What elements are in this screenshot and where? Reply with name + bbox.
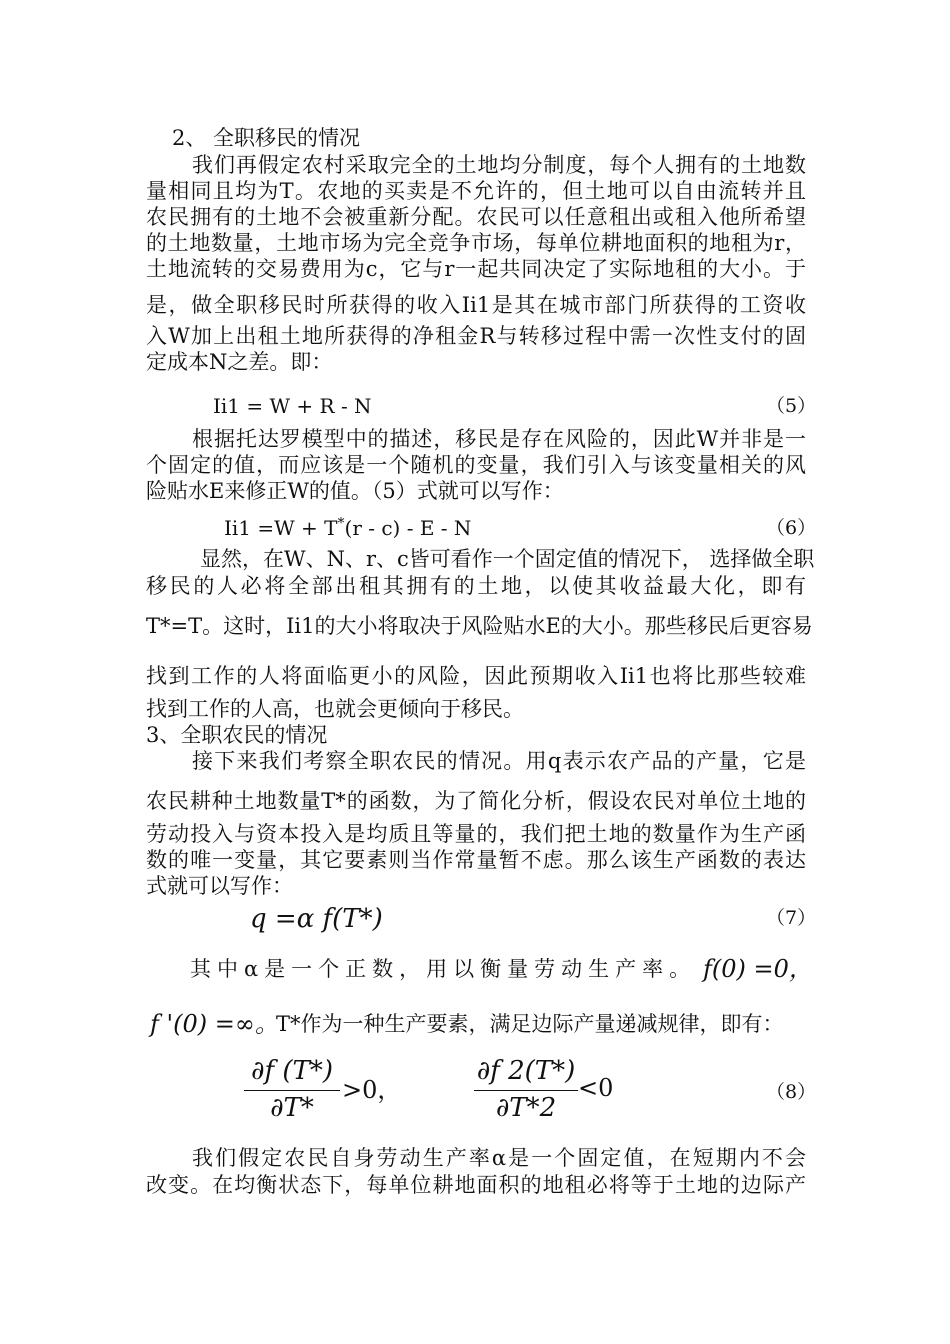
paragraph-line: 土地流转的交易费用为c，它与r一起共同决定了实际地租的大小。于	[146, 257, 806, 281]
inline-formula: f(0) =0，	[703, 955, 813, 983]
equation-8-left-fraction	[244, 1056, 340, 1123]
equation-8-right-fraction	[474, 1056, 578, 1123]
paragraph-line: 险贴水E来修正W的值。（5）式就可以写作：	[146, 479, 564, 503]
equation-8-number: （8）	[766, 1081, 817, 1103]
equation-6	[224, 514, 471, 542]
paragraph-line: 找到工作的人高，也就会更倾向于移民。	[146, 697, 524, 721]
equation-7: q =α f(T*)	[250, 904, 383, 934]
paragraph-line: 定成本N之差。即：	[146, 350, 333, 374]
section-heading-2: 2、 全职移民的情况	[172, 126, 361, 150]
paragraph-line: 我们再假定农村采取完全的土地均分制度，每个人拥有的土地数	[192, 153, 806, 177]
paragraph-line: 改变。在均衡状态下，每单位耕地面积的地租必将等于土地的边际产	[146, 1173, 806, 1197]
paragraph-line: 农民拥有的土地不会被重新分配。农民可以任意租出或租入他所希望	[146, 205, 806, 229]
paragraph-line: T*作为一种生产要素，满足边际产量递减规律，即有：	[276, 1012, 784, 1036]
equation-5: Ii1 = W + R - N	[213, 394, 372, 418]
paragraph-line: 入W加上出租土地所获得的净租金R与转移过程中需一次性支付的固	[146, 324, 806, 348]
paragraph-line: 接下来我们考察全职农民的情况。用q表示农产品的产量，它是	[192, 749, 806, 773]
paragraph-line: 显然，在W、N、r、c皆可看作一个固定值的情况下， 选择做全职	[200, 547, 815, 571]
paragraph-line: 量相同且均为T。农地的买卖是不允许的，但土地可以自由流转并且	[146, 179, 806, 203]
equation-5-number: （5）	[766, 395, 817, 417]
paragraph-line: 式就可以写作：	[146, 874, 293, 898]
fraction-bar	[244, 1090, 340, 1091]
paragraph-line: 的土地数量，土地市场为完全竞争市场，每单位耕地面积的地租为r，	[146, 231, 806, 255]
equation-8-left-numerator: ∂f (T*)	[251, 1056, 333, 1086]
paragraph-line: 我们假定农民自身劳动生产率α是一个固定值，在短期内不会	[192, 1146, 806, 1170]
inline-formula: f '(0) =∞。	[150, 1010, 279, 1038]
paragraph-line: 移民的人必将全部出租其拥有的土地，以使其收益最大化，即有	[146, 574, 806, 598]
fraction-bar	[474, 1090, 578, 1091]
paragraph-line: 其中α是一个正数，用以衡量劳动生产率。	[190, 957, 697, 981]
equation-8-left-denominator: ∂T*	[270, 1093, 314, 1123]
equation-6-part-a: Ii1 =W + T	[224, 516, 338, 540]
paragraph-line: 根据托达罗模型中的描述，移民是存在风险的，因此W并非是一	[192, 427, 806, 451]
equation-6-superscript: *	[337, 515, 345, 532]
paragraph-line: 农民耕种土地数量T*的函数，为了简化分析，假设农民对单位土地的	[146, 789, 806, 813]
paragraph-line: 个固定的值，而应该是一个随机的变量，我们引入与该变量相关的风	[146, 453, 806, 477]
paragraph-line: 找到工作的人将面临更小的风险，因此预期收入Ii1也将比那些较难	[146, 664, 806, 688]
paragraph-line: 数的唯一变量，其它要素则当作常量暂不虑。那么该生产函数的表达	[146, 848, 806, 872]
equation-8-right-relation: <0	[578, 1074, 614, 1102]
paragraph-line: 是，做全职移民时所获得的收入Ii1是其在城市部门所获得的工资收	[146, 293, 806, 317]
equation-8-right-numerator: ∂f 2(T*)	[476, 1056, 576, 1086]
section-heading-3: 3、全职农民的情况	[146, 723, 328, 747]
equation-6-part-b: (r - c) - E - N	[344, 516, 472, 540]
paragraph-line: T*=T。这时，Ii1的大小将取决于风险贴水E的大小。那些移民后更容易	[146, 614, 813, 638]
equation-7-number: （7）	[766, 907, 817, 929]
paragraph-line: 劳动投入与资本投入是均质且等量的，我们把土地的数量作为生产函	[146, 822, 806, 846]
equation-8-right-denominator: ∂T*2	[495, 1093, 557, 1123]
equation-6-number: （6）	[766, 517, 817, 539]
equation-8-left-relation: >0，	[342, 1076, 402, 1104]
